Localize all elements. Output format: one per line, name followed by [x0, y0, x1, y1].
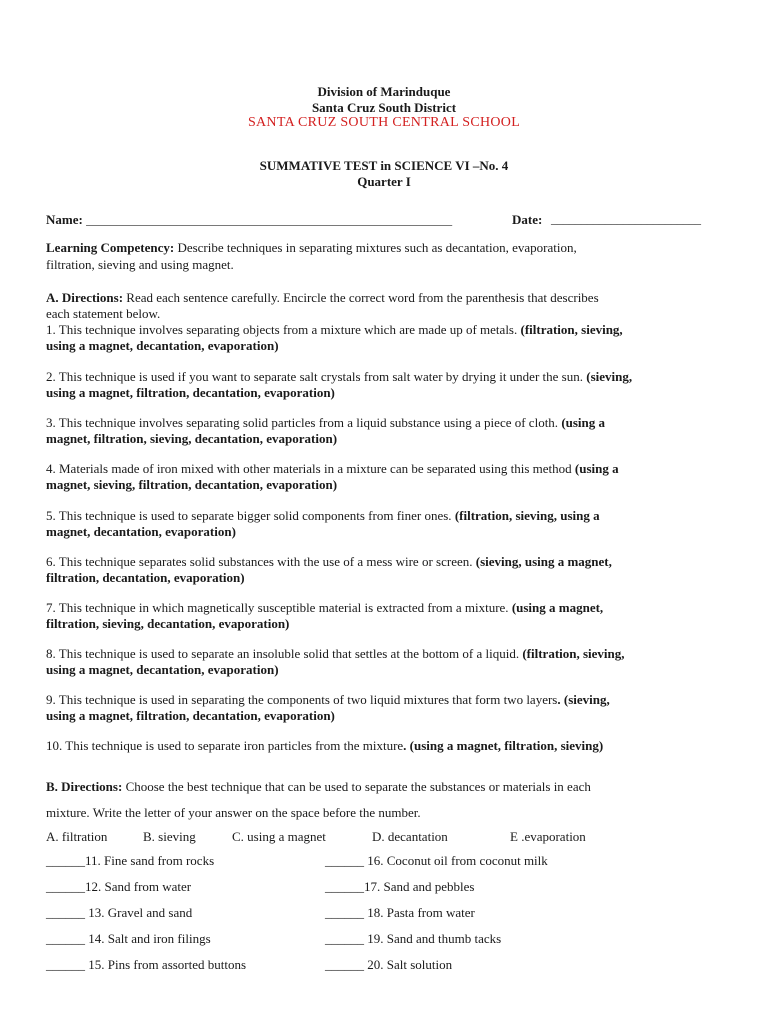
question-options[interactable]: (using a: [574, 461, 619, 476]
name-field[interactable]: _____________________________________________________________: [86, 213, 453, 227]
question-options-continued[interactable]: magnet, decantation, evaporation): [46, 524, 236, 539]
part-b-text: Choose the best technique that can be used to separate the substances or materials in each: [122, 779, 591, 794]
name-label: Name:: [46, 212, 83, 227]
question-text: 5. This technique is used to separate bigger solid components from finer ones.: [46, 508, 455, 523]
question-text: 7. This technique in which magnetically susceptible material is extracted from a mixture.: [46, 600, 512, 615]
part-a-directions: [46, 290, 722, 306]
test-title: SUMMATIVE TEST in SCIENCE VI –No. 4: [259, 158, 509, 173]
question-text: 4. Materials made of iron mixed with other materials in a mixture can be separated using this method: [46, 461, 575, 476]
school-title: SANTA CRUZ SOUTH CENTRAL SCHOOL: [247, 115, 521, 130]
question-options[interactable]: (using a: [561, 415, 606, 430]
date-label: Date:: [512, 212, 543, 227]
question-options-continued[interactable]: using a magnet, filtration, decantation, evaporation): [46, 385, 335, 400]
question-options[interactable]: . (sieving,: [557, 692, 610, 707]
matching-item[interactable]: ______ 18. Pasta from water: [325, 905, 475, 920]
name-date-row: [46, 212, 722, 228]
choice-e: E .evaporation: [510, 829, 586, 844]
competency-label: Learning Competency:: [46, 240, 175, 255]
matching-item[interactable]: ______ 20. Salt solution: [325, 957, 453, 972]
choice-a: A. filtration: [46, 829, 108, 844]
question-options[interactable]: (sieving,: [586, 369, 633, 384]
question-text: 9. This technique is used in separating the components of two liquid mixtures that form two layers: [46, 692, 558, 707]
district-title: Santa Cruz South District: [311, 100, 457, 115]
question-text: 2. This technique is used if you want to separate salt crystals from salt water by drying it under the sun.: [46, 369, 587, 384]
question-options-continued[interactable]: filtration, decantation, evaporation): [46, 570, 245, 585]
matching-item[interactable]: ______ 19. Sand and thumb tacks: [325, 931, 502, 946]
part-a-directions-2: each statement below.: [46, 306, 161, 321]
matching-item[interactable]: ______ 13. Gravel and sand: [46, 905, 193, 920]
question-text: 1. This technique involves separating objects from a mixture which are made up of metals.: [46, 322, 521, 337]
matching-item[interactable]: ______ 14. Salt and iron filings: [46, 931, 211, 946]
question-options-continued[interactable]: magnet, filtration, sieving, decantation, evaporation): [46, 431, 338, 446]
question-options[interactable]: (using a magnet,: [511, 600, 604, 615]
question-options-continued[interactable]: using a magnet, filtration, decantation, evaporation): [46, 708, 335, 723]
matching-item[interactable]: ______17. Sand and pebbles: [325, 879, 475, 894]
question-options-continued[interactable]: filtration, sieving, decantation, evaporation): [46, 616, 290, 631]
question-options[interactable]: . (using a magnet, filtration, sieving): [403, 738, 604, 753]
question-options-continued[interactable]: using a magnet, decantation, evaporation): [46, 338, 279, 353]
question-options[interactable]: (filtration, sieving,: [520, 322, 623, 337]
question-text: 8. This technique is used to separate an insoluble solid that settles at the bottom of a liquid.: [46, 646, 523, 661]
question-item-8: [46, 646, 722, 662]
part-b-directions-2: mixture. Write the letter of your answer on the space before the number.: [46, 805, 421, 820]
question-text: 6. This technique separates solid substances with the use of a mess wire or screen.: [46, 554, 476, 569]
question-item-3: [46, 415, 722, 431]
question-options[interactable]: (filtration, sieving, using a: [454, 508, 600, 523]
matching-item[interactable]: ______11. Fine sand from rocks: [46, 853, 215, 868]
question-text: 3. This technique involves separating solid particles from a liquid substance using a piece of cloth.: [46, 415, 562, 430]
competency-line-1: [46, 240, 722, 256]
question-item-5: [46, 508, 722, 524]
question-item-4: [46, 461, 722, 477]
quarter-label: Quarter I: [357, 174, 411, 189]
question-options[interactable]: (filtration, sieving,: [522, 646, 625, 661]
matching-item[interactable]: ______ 15. Pins from assorted buttons: [46, 957, 247, 972]
question-item-10: [46, 738, 722, 754]
part-a-label: A. Directions:: [46, 290, 124, 305]
part-b-directions: [46, 779, 722, 795]
date-field[interactable]: _________________________: [551, 212, 701, 226]
matching-item[interactable]: ______12. Sand from water: [46, 879, 192, 894]
question-item-1: [46, 322, 722, 338]
question-options-continued[interactable]: magnet, sieving, filtration, decantation, evaporation): [46, 477, 338, 492]
question-item-7: [46, 600, 722, 616]
part-b-label: B. Directions:: [46, 779, 123, 794]
division-title: Division of Marinduque: [317, 84, 451, 99]
choice-d: D. decantation: [372, 829, 448, 844]
choice-b: B. sieving: [143, 829, 196, 844]
question-item-6: [46, 554, 722, 570]
part-a-text: Read each sentence carefully. Encircle the correct word from the parenthesis that describes: [123, 290, 599, 305]
question-options-continued[interactable]: using a magnet, decantation, evaporation): [46, 662, 279, 677]
question-options[interactable]: (sieving, using a magnet,: [475, 554, 612, 569]
competency-line-2: filtration, sieving and using magnet.: [46, 257, 234, 272]
question-item-9: [46, 692, 722, 708]
matching-item[interactable]: ______ 16. Coconut oil from coconut milk: [325, 853, 548, 868]
question-item-2: [46, 369, 722, 385]
competency-text: Describe techniques in separating mixtures such as decantation, evaporation,: [174, 240, 577, 255]
question-text: 10. This technique is used to separate iron particles from the mixture: [46, 738, 404, 753]
choice-c: C. using a magnet: [232, 829, 326, 844]
